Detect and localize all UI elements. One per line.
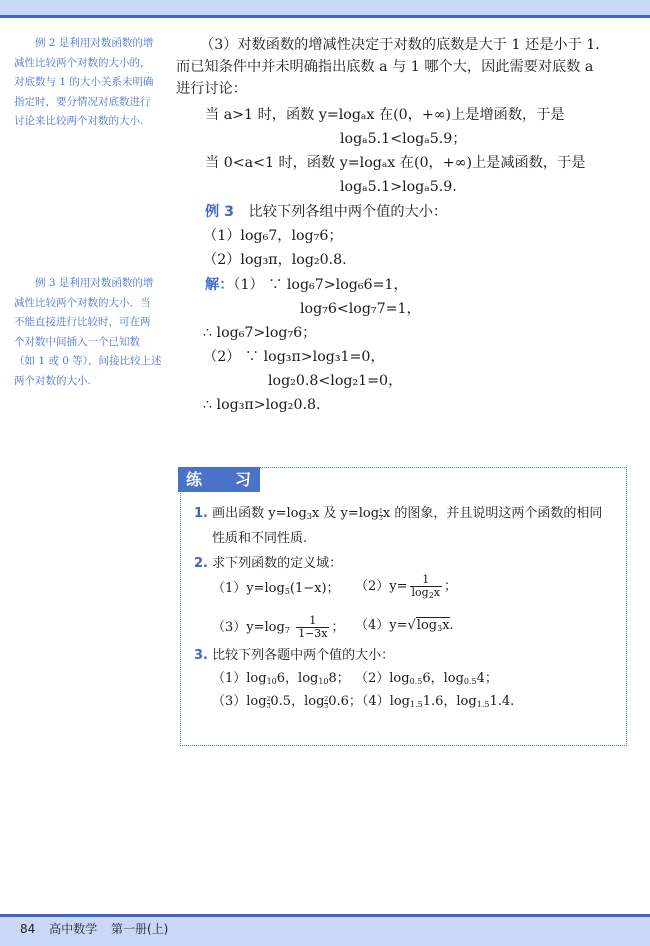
note-line: 减性比较两个对数的大小的， xyxy=(14,56,151,69)
exercise-2-sub2: （2）y= $\frac{1}{\log_2x}$ ； xyxy=(355,573,458,600)
solution-step-2: log₇6<log₇7=1， xyxy=(300,301,421,317)
header-band xyxy=(0,0,650,15)
solution-step-4: （2） ∵ log₃π>log₃1=0， xyxy=(203,349,385,365)
side-note-example3 xyxy=(14,274,164,391)
book-volume: 第一册(上) xyxy=(110,922,169,936)
title-char: 习 xyxy=(235,470,252,489)
item-text: 画出函数 $y=\log_3x$ 及 y=log $\frac{1}{3}$ x 的图象，并且说明这两个函数的相同 xyxy=(212,506,603,522)
exercise-3-sub3: （3）log $\frac{2}{3}$ 0.5，log $\frac{2}{3}$ 0.6；$(4)\log_{1.5}1.6$，$\log_{1.5}1.4$. xyxy=(212,694,515,710)
case2-result: logₐ5.1>logₐ5.9. xyxy=(340,179,457,195)
item-number: 2. xyxy=(194,556,208,571)
item-text: 比较下列各题中两个值的大小： xyxy=(212,648,395,663)
side-note-example2 xyxy=(14,34,164,132)
exercise-2-sub1: $(1)y=\log_5(1-x)$； xyxy=(212,581,340,596)
page-footer xyxy=(20,920,178,937)
page-number: 84 xyxy=(20,922,36,936)
example3-q1: （1）log₆7，log₇6； xyxy=(203,228,343,244)
exercise-2-sub3: $(3)y=\log_7$ $\frac{1}{1-3x}$ ； xyxy=(212,614,345,640)
solution-step-1 xyxy=(205,274,408,296)
example3-q2: （2）log₃π，log₂0.8. xyxy=(203,252,347,268)
case1-condition: 当 a>1 时，函数 y=logₐx 在(0，+∞)上是增函数，于是 xyxy=(205,107,565,123)
note-line: 个对数中间插入一个已知数 xyxy=(14,335,140,348)
header-rule xyxy=(0,15,650,18)
book-title: 高中数学 xyxy=(49,922,98,936)
step-text: （1） ∵ log₆7>log₆6=1， xyxy=(233,277,408,293)
exercise-2-sub4: $(4)y=√\log_3x$. xyxy=(355,618,454,633)
note-line: 例 3 是利用对数函数的增 xyxy=(35,277,154,289)
exercise-item-1-cont: 性质和不同性质. xyxy=(212,531,308,546)
note-line: 两个对数的大小. xyxy=(14,374,91,387)
part3-line1: （3）对数函数的增减性决定于对数的底数是大于 1 还是小于 1. xyxy=(200,37,600,53)
exercise-3-sub2: $(2)\log_{0.5}6$，$\log_{0.5}4$； xyxy=(355,671,498,686)
note-line: （如 1 或 0 等），间接比较上述 xyxy=(14,355,162,367)
item-number: 3. xyxy=(194,648,208,663)
solution-label: 解： xyxy=(205,277,234,293)
item-number: 1. xyxy=(194,506,208,521)
note-line: 不能直接进行比较时，可在两 xyxy=(14,316,151,328)
solution-step-3: ∴ log₆7>log₇6； xyxy=(203,325,317,341)
part3-line2: 而已知条件中并未明确指出底数 a 与 1 哪个大，因此需要对底数 a xyxy=(176,59,594,75)
note-line: 讨论来比较两个对数的大小. xyxy=(14,115,144,127)
part3-line3: 进行讨论： xyxy=(176,81,247,97)
example3-heading xyxy=(205,201,447,223)
note-line: 对底数与 1 的大小关系未明确 xyxy=(14,76,154,88)
exercise-item-2 xyxy=(194,553,342,575)
note-line: 减性比较两个对数的大小．当 xyxy=(14,296,151,309)
exercise-item-3 xyxy=(194,645,394,667)
exercise-item-1 xyxy=(194,503,602,525)
exercise-3-sub1: $(1)\log_{10}6$，$\log_{10}8$； xyxy=(212,671,350,686)
case1-result: logₐ5.1<logₐ5.9； xyxy=(340,131,467,147)
example3-prompt: 比较下列各组中两个值的大小： xyxy=(248,204,448,220)
note-line: 例 2 是利用对数函数的增 xyxy=(35,37,154,49)
title-char: 练 xyxy=(186,470,203,489)
item-text: 求下列函数的定义域： xyxy=(212,556,343,571)
case2-condition: 当 0<a<1 时，函数 y=logₐx 在(0，+∞)上是减函数，于是 xyxy=(205,155,586,171)
note-line: 指定时，要分情况对底数进行 xyxy=(14,95,151,108)
example3-label: 例 3 xyxy=(205,204,234,220)
exercise-title xyxy=(178,467,260,492)
solution-step-6: ∴ log₃π>log₂0.8. xyxy=(203,397,321,413)
solution-step-5: log₂0.8<log₂1=0， xyxy=(268,373,403,389)
